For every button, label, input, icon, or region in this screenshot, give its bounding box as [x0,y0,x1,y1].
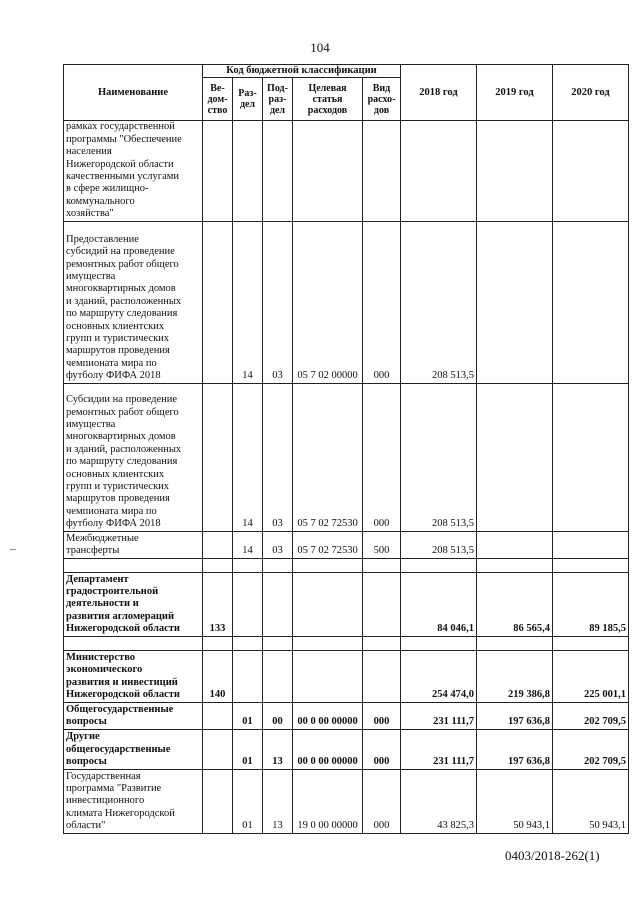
spacer-row [64,558,629,572]
cell-article [293,572,363,636]
cell-vid: 000 [363,769,401,833]
cell-2019 [477,383,553,531]
cell-vedomstvo: 133 [203,572,233,636]
cell-article: 19 0 00 00000 [293,769,363,833]
table-row [64,572,629,636]
header-razdel: Раз- дел [233,78,263,121]
cell-2018: 208 513,5 [401,383,477,531]
margin-mark [10,549,16,550]
cell-2020: 202 709,5 [553,729,629,769]
cell-razdel: 01 [233,702,263,729]
table-header [64,65,629,121]
cell-article: 05 7 02 72530 [293,531,363,558]
cell-podrazdel [263,650,293,702]
cell-2018: 208 513,5 [401,531,477,558]
table-row [64,769,629,833]
cell-2019 [477,221,553,383]
cell-podrazdel: 03 [263,531,293,558]
header-2020: 2020 год [553,65,629,121]
cell-vedomstvo: 140 [203,650,233,702]
cell-article [293,650,363,702]
cell-vedomstvo [203,702,233,729]
cell-podrazdel [263,121,293,221]
row-name: рамках государственной программы "Обеспечение населения Нижегородской области качественными услугами в сфере жилищно- коммунального хозяйства" [64,121,203,221]
row-name: Общегосударственные вопросы [64,702,203,729]
row-name: Министерство экономического развития и инвестиций Нижегородской области [64,650,203,702]
header-podrazdel: Под- раз- дел [263,78,293,121]
cell-article: 00 0 00 00000 [293,702,363,729]
cell-2019 [477,121,553,221]
cell-podrazdel: 13 [263,729,293,769]
cell-article: 00 0 00 00000 [293,729,363,769]
cell-razdel: 14 [233,383,263,531]
cell-vedomstvo [203,121,233,221]
cell-vid [363,572,401,636]
budget-table [63,64,629,834]
row-name: Другие общегосударственные вопросы [64,729,203,769]
cell-vid: 000 [363,702,401,729]
row-name: Субсидии на проведение ремонтных работ общего имущества многоквартирных домов и зданий, расположенных по маршруту следования основных клиентских групп и туристических маршрутов проведения чемпионата мира по футболу ФИФА 2018 [64,383,203,531]
cell-2019: 86 565,4 [477,572,553,636]
header-2019: 2019 год [477,65,553,121]
spacer-row [64,636,629,650]
table-row [64,702,629,729]
cell-vedomstvo [203,729,233,769]
cell-podrazdel: 00 [263,702,293,729]
cell-2020: 202 709,5 [553,702,629,729]
cell-2020 [553,383,629,531]
header-article: Целевая статья расходов [293,78,363,121]
row-name: Межбюджетные трансферты [64,531,203,558]
cell-razdel: 01 [233,769,263,833]
cell-2019: 50 943,1 [477,769,553,833]
cell-article [293,121,363,221]
cell-vedomstvo [203,769,233,833]
cell-vid: 000 [363,729,401,769]
cell-razdel: 14 [233,221,263,383]
cell-vid: 000 [363,221,401,383]
page-number: 104 [310,40,330,55]
cell-podrazdel: 03 [263,383,293,531]
cell-podrazdel [263,572,293,636]
cell-2018: 84 046,1 [401,572,477,636]
cell-razdel: 14 [233,531,263,558]
cell-article: 05 7 02 72530 [293,383,363,531]
cell-2020 [553,531,629,558]
table-row [64,729,629,769]
cell-2019: 197 636,8 [477,702,553,729]
cell-2018: 208 513,5 [401,221,477,383]
header-name: Наименование [64,65,203,121]
header-vedomstvo: Ве- дом- ство [203,78,233,121]
cell-2018: 231 111,7 [401,729,477,769]
cell-2020: 225 001,1 [553,650,629,702]
table-row [64,121,629,221]
cell-vedomstvo [203,383,233,531]
header-2018: 2018 год [401,65,477,121]
cell-razdel [233,121,263,221]
cell-podrazdel: 13 [263,769,293,833]
cell-razdel [233,650,263,702]
cell-vedomstvo [203,221,233,383]
cell-2019: 197 636,8 [477,729,553,769]
header-classification: Код бюджетной классификации [203,65,401,78]
cell-podrazdel: 03 [263,221,293,383]
table-row [64,383,629,531]
row-name: Государственная программа "Развитие инвестиционного климата Нижегородской области" [64,769,203,833]
cell-vedomstvo [203,531,233,558]
row-name: Предоставление субсидий на проведение ремонтных работ общего имущества многоквартирных домов и зданий, расположенных по маршруту следования основных клиентских групп и туристических маршрутов проведения чемпионата мира по футболу ФИФА 2018 [64,221,203,383]
cell-2019 [477,531,553,558]
cell-2018: 231 111,7 [401,702,477,729]
cell-2018: 43 825,3 [401,769,477,833]
cell-razdel: 01 [233,729,263,769]
cell-2020 [553,221,629,383]
cell-2020 [553,121,629,221]
cell-2020: 50 943,1 [553,769,629,833]
cell-article: 05 7 02 00000 [293,221,363,383]
cell-vid: 000 [363,383,401,531]
table-row [64,531,629,558]
cell-2020: 89 185,5 [553,572,629,636]
cell-2018: 254 474,0 [401,650,477,702]
cell-2018 [401,121,477,221]
cell-vid [363,650,401,702]
row-name: Департамент градостроительной деятельности и развития агломераций Нижегородской области [64,572,203,636]
cell-vid: 500 [363,531,401,558]
table-row [64,221,629,383]
header-vid: Вид расхо- дов [363,78,401,121]
cell-razdel [233,572,263,636]
cell-2019: 219 386,8 [477,650,553,702]
document-code: 0403/2018-262(1) [505,848,600,863]
table-row [64,650,629,702]
cell-vid [363,121,401,221]
